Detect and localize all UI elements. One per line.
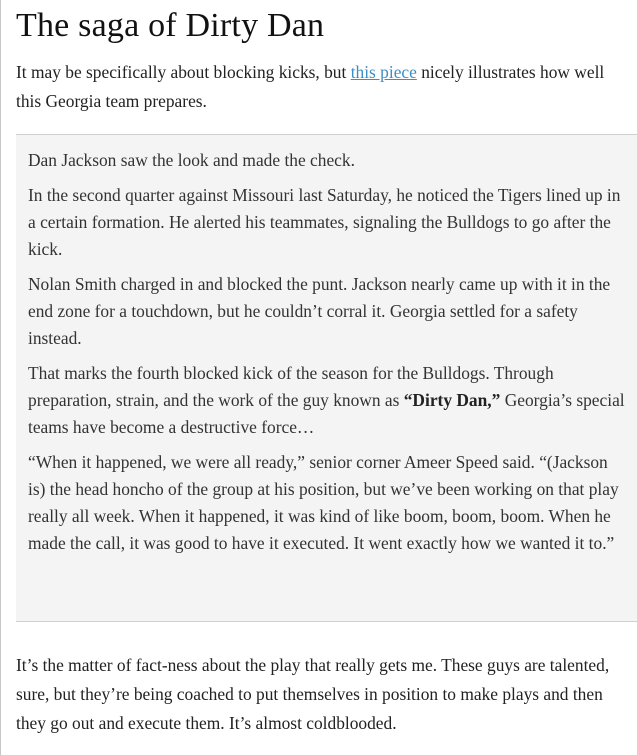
quote-paragraph-2: In the second quarter against Missouri last Saturday, he noticed the Tigers lined up in a certain formation. He alerted his teammates, signaling the Bulldogs to go after the kick. <box>28 185 621 259</box>
closing-paragraph: It’s the matter of fact-ness about the play that really gets me. These guys are talented, sure, but they’re being coached to put themselves in position to make plays and then they go out and execute them. It’s almost coldblooded. <box>16 655 610 733</box>
post-title: The saga of Dirty Dan <box>16 7 325 44</box>
dirty-dan-bold: “Dirty Dan,” <box>403 390 501 410</box>
intro-paragraph <box>16 58 628 116</box>
intro-text-before: It may be specifically about blocking kicks, but <box>16 62 351 82</box>
quote-p4-before: That marks the fourth blocked kick of the season for the Bulldogs. Through preparation, strain, and the work of the guy known as <box>28 363 554 410</box>
quote-paragraph-3: Nolan Smith charged in and blocked the punt. Jackson nearly came up with it in the end zone for a touchdown, but he couldn’t corral it. Georgia settled for a safety instead. <box>28 274 611 348</box>
this-piece-link[interactable]: this piece <box>350 62 417 82</box>
blockquote <box>16 134 637 622</box>
quote-paragraph-4 <box>28 360 629 441</box>
quote-paragraph-1: Dan Jackson saw the look and made the check. <box>28 150 355 170</box>
post-header <box>16 0 628 116</box>
quote-paragraph-5: “When it happened, we were all ready,” senior corner Ameer Speed said. “(Jackson is) the head honcho of the group at his position, but we’ve been working on that play really all week. When it happened, it was kind of like boom, boom, boom. When he made the call, it was good to have it executed. It went exactly how we wanted it to.” <box>28 452 619 553</box>
intro-text-after: nicely illustrates how well this Georgia team prepares. <box>16 62 605 111</box>
quote-p4-after: Georgia’s special teams have become a destructive force… <box>28 390 625 437</box>
